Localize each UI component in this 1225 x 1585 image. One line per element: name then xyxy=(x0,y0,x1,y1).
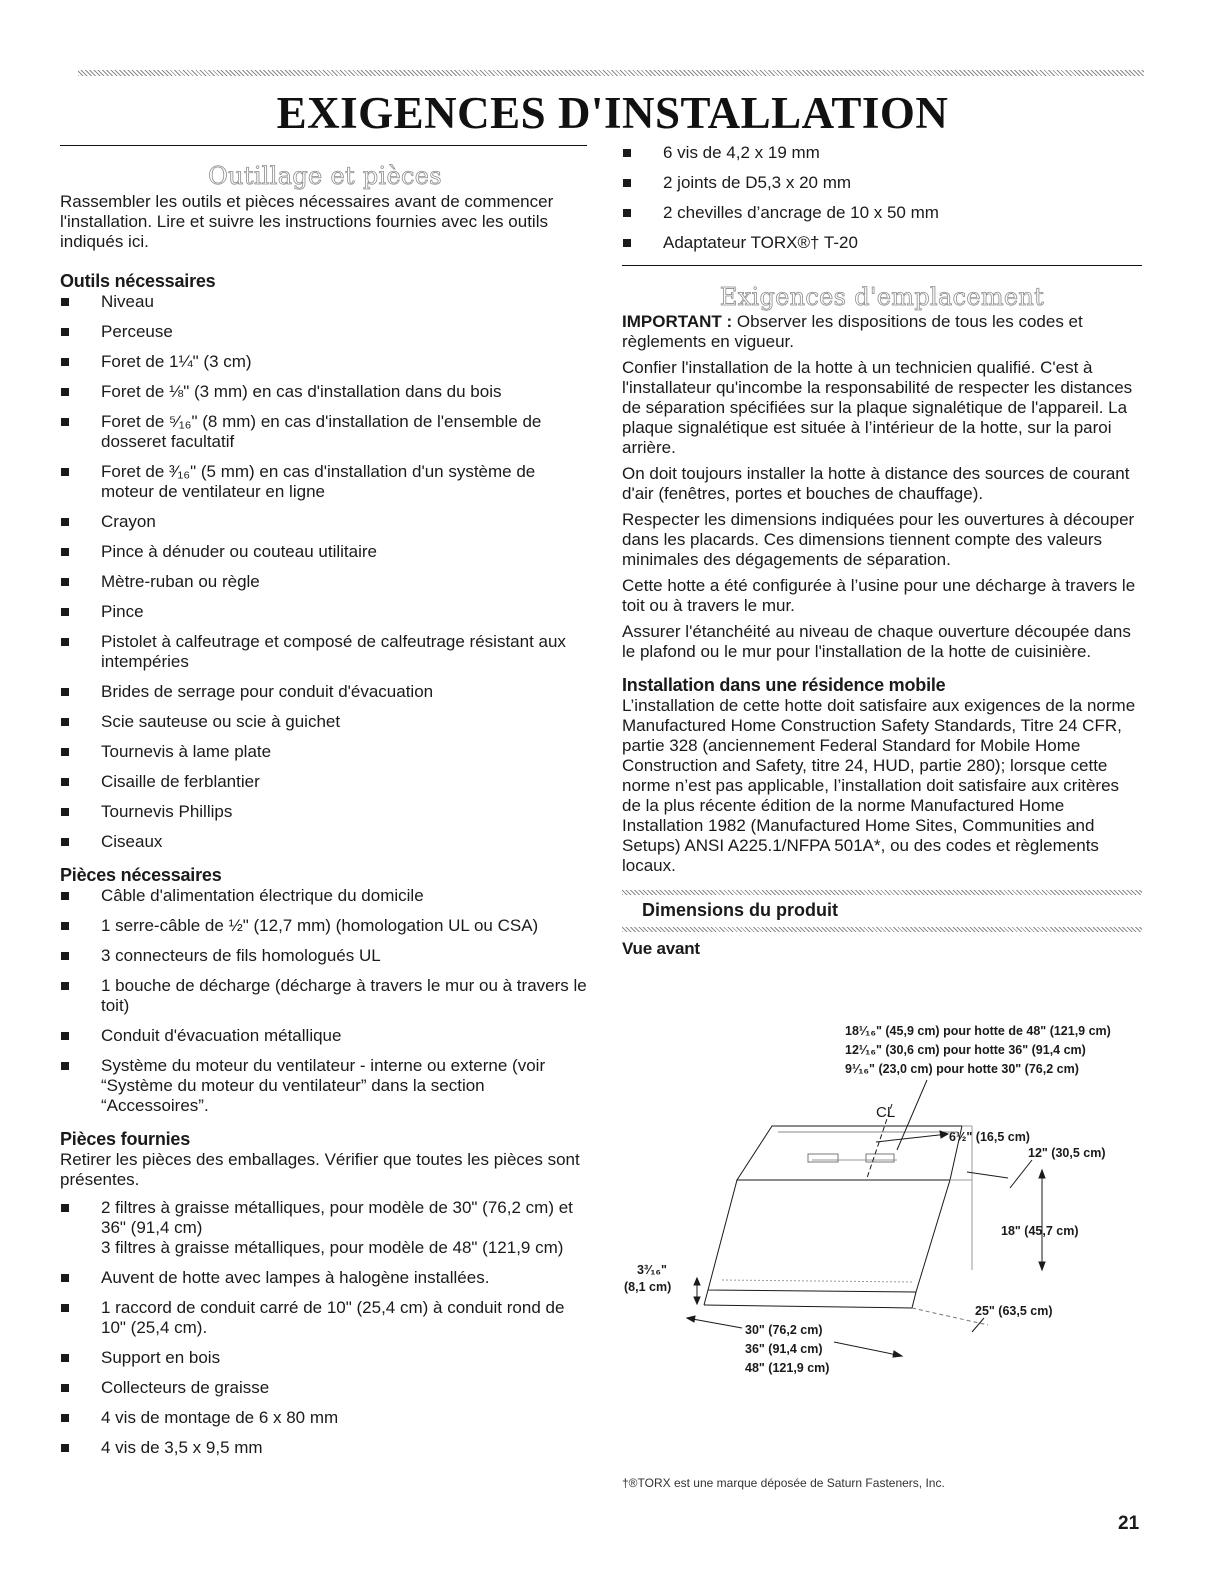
list-item-text: Pince xyxy=(101,602,144,621)
hood-front-view-diagram xyxy=(612,1020,1142,1460)
top-hatch-band xyxy=(78,70,1144,76)
mobile-home-heading: Installation dans une résidence mobile xyxy=(622,675,946,695)
dimensions-banner xyxy=(622,890,1142,932)
parts-supplied-list xyxy=(60,1198,590,1458)
mobile-home-text: L’installation de cette hotte doit satisfaire aux exigences de la norme Manufactured Home Construction Safety Standards, Titre 24 CFR, partie 328 (anciennement Federal Standard for Mobile Home Construction and Safety, titre 24, HUD, partie 280); lorsque cette norme n’est pas applicable, l’installation doit satisfaire aux critères de la plus récente édition de la norme Manufactured Home Installation 1982 (Manufactured Home Sites, Communities and Setups) ANSI A225.1/NFPA 501A*, ou des codes et règlements locaux. xyxy=(622,696,1136,875)
list-item xyxy=(60,886,590,906)
section-rule xyxy=(60,145,587,146)
label-duct-36: 12¹⁄₁₆" (30,6 cm) pour hotte 36" (91,4 cm) xyxy=(845,1043,1086,1057)
list-item xyxy=(60,512,590,532)
page-number: 21 xyxy=(1118,1513,1140,1534)
location-paragraph: Assurer l'étanchéité au niveau de chaque ouverture découpée dans le plafond ou le mur pour l'installation de la hotte de cuisinière. xyxy=(622,622,1131,661)
list-item-text: 6 vis de 4,2 x 19 mm xyxy=(663,143,820,162)
dimension-labels xyxy=(624,1024,1111,1375)
label-height: 18" (45,7 cm) xyxy=(1001,1224,1079,1238)
list-item xyxy=(60,742,590,762)
left-column xyxy=(60,145,590,1468)
list-item xyxy=(60,976,590,1016)
list-item xyxy=(60,322,590,342)
list-item xyxy=(622,173,1142,193)
list-item-text: Brides de serrage pour conduit d'évacuation xyxy=(101,682,434,701)
list-item-text: Mètre-ruban ou règle xyxy=(101,572,260,591)
list-item-text: Scie sauteuse ou scie à guichet xyxy=(101,712,341,731)
list-item-text: 1 serre-câble de ½" (12,7 mm) (homologation UL ou CSA) xyxy=(101,916,539,935)
label-front-height-b: (8,1 cm) xyxy=(624,1280,672,1294)
list-item-text: Tournevis Phillips xyxy=(101,802,233,821)
list-item-text: Niveau xyxy=(101,292,154,311)
list-item xyxy=(60,542,590,562)
list-item-text: Conduit d'évacuation métallique xyxy=(101,1026,342,1045)
list-item xyxy=(60,1198,590,1258)
parts-supplied-list-continued xyxy=(622,143,1142,253)
list-item xyxy=(60,1298,590,1338)
parts-needed-list xyxy=(60,886,590,1116)
location-paragraph: Cette hotte a été configurée à l’usine pour une décharge à travers le toit ou à travers le mur. xyxy=(622,576,1136,615)
dimensions-heading: Dimensions du produit xyxy=(642,900,838,920)
list-item-text: 3 connecteurs de fils homologués UL xyxy=(101,946,381,965)
list-item xyxy=(60,802,590,822)
tools-heading: Outils nécessaires xyxy=(60,271,216,291)
list-item-text: Ciseaux xyxy=(101,832,163,851)
list-item-text: Tournevis à lame plate xyxy=(101,742,272,761)
list-item xyxy=(60,382,590,402)
list-item xyxy=(60,682,590,702)
label-width-36: 36" (91,4 cm) xyxy=(745,1342,823,1356)
trademark-footnote: †®TORX est une marque déposée de Saturn Fasteners, Inc. xyxy=(622,1476,945,1490)
parts-supplied-heading: Pièces fournies xyxy=(60,1129,191,1149)
hood-outline xyxy=(704,1126,972,1308)
label-duct-depth: 6½" (16,5 cm) xyxy=(949,1130,1030,1144)
list-item-text: Foret de ⁵⁄₁₆" (8 mm) en cas d'installation de l'ensemble de dosseret facultatif xyxy=(101,412,542,451)
location-paragraphs xyxy=(622,358,1142,662)
list-item xyxy=(60,946,590,966)
front-view-heading: Vue avant xyxy=(622,939,700,958)
list-item-text: 2 filtres à graisse métalliques, pour modèle de 30" (76,2 cm) et 36" (91,4 cm) xyxy=(101,1198,573,1237)
page-title: EXIGENCES D'INSTALLATION xyxy=(276,88,949,138)
list-item-text: Collecteurs de graisse xyxy=(101,1378,270,1397)
list-item-text: Crayon xyxy=(101,512,156,531)
hood-top-panel xyxy=(737,1126,962,1180)
list-item xyxy=(60,292,590,312)
list-item-text: Foret de ⅛" (3 mm) en cas d'installation dans du bois xyxy=(101,382,502,401)
list-item xyxy=(60,712,590,732)
list-item xyxy=(60,572,590,592)
list-item-text: Support en bois xyxy=(101,1348,221,1367)
section-rule xyxy=(622,265,1142,266)
location-heading: Exigences d'emplacement xyxy=(719,283,1045,311)
important-text: Observer les dispositions de tous les codes et règlements en vigueur. xyxy=(622,312,1083,351)
list-item-text: 4 vis de montage de 6 x 80 mm xyxy=(101,1408,339,1427)
list-item xyxy=(622,203,1142,223)
list-item-text: Câble d'alimentation électrique du domicile xyxy=(101,886,424,905)
tools-parts-heading: Outillage et pièces xyxy=(208,162,442,190)
label-front-height-a: 3³⁄₁₆" xyxy=(637,1263,667,1277)
tools-list xyxy=(60,292,590,852)
list-item xyxy=(60,632,590,672)
list-item-text: Système du moteur du ventilateur - interne ou externe (voir “Système du moteur du ventilateur” dans la section “Accessoires”. xyxy=(101,1056,546,1115)
right-column xyxy=(622,143,1142,960)
important-note xyxy=(622,312,1142,352)
location-paragraph: On doit toujours installer la hotte à distance des sources de courant d'air (fenêtres, portes et bouches de chauffage). xyxy=(622,464,1130,503)
list-item xyxy=(622,233,1142,253)
list-item xyxy=(60,1378,590,1398)
list-item xyxy=(60,916,590,936)
list-item-text: Foret de 1¼" (3 cm) xyxy=(101,352,252,371)
list-item xyxy=(60,1348,590,1368)
list-item xyxy=(60,1026,590,1046)
location-paragraph: Confier l'installation de la hotte à un technicien qualifié. C'est à l'installateur qu'incombe la responsabilité de respecter les distances de séparation spécifiées sur la plaque signalétique de l'appareil. La plaque signalétique est située à l’intérieur de la hotte, sur la paroi arrière. xyxy=(622,358,1133,457)
list-item xyxy=(60,1056,590,1116)
list-item-text: 2 chevilles d’ancrage de 10 x 50 mm xyxy=(663,203,939,222)
list-item-text: Perceuse xyxy=(101,322,173,341)
list-item xyxy=(60,832,590,852)
list-item xyxy=(622,143,1142,163)
important-label: IMPORTANT : xyxy=(622,312,733,331)
parts-needed-heading: Pièces nécessaires xyxy=(60,865,222,885)
label-duct-48: 18¹⁄₁₆" (45,9 cm) pour hotte de 48" (121,9 cm) xyxy=(845,1024,1111,1038)
list-item xyxy=(60,1408,590,1428)
list-item xyxy=(60,1268,590,1288)
label-duct-30: 9¹⁄₁₆" (23,0 cm) pour hotte 30" (76,2 cm) xyxy=(845,1062,1079,1076)
hood-front-face xyxy=(708,1180,950,1292)
list-item-text: 4 vis de 3,5 x 9,5 mm xyxy=(101,1438,263,1457)
list-item xyxy=(60,462,590,502)
list-item-text: Auvent de hotte avec lampes à halogène installées. xyxy=(101,1268,490,1287)
list-item-text: Cisaille de ferblantier xyxy=(101,772,260,791)
label-centerline: CL xyxy=(876,1104,896,1121)
list-item xyxy=(60,772,590,792)
list-item-text: 1 bouche de décharge (décharge à travers le mur ou à travers le toit) xyxy=(101,976,587,1015)
list-item-text: Pistolet à calfeutrage et composé de calfeutrage résistant aux intempéries xyxy=(101,632,566,671)
label-width-30: 30" (76,2 cm) xyxy=(745,1323,823,1337)
list-item-subtext: 3 filtres à graisse métalliques, pour modèle de 48" (121,9 cm) xyxy=(101,1238,564,1257)
list-item-text: 2 joints de D5,3 x 20 mm xyxy=(663,173,852,192)
list-item xyxy=(60,602,590,622)
list-item xyxy=(60,412,590,452)
list-item-text: Pince à dénuder ou couteau utilitaire xyxy=(101,542,377,561)
list-item xyxy=(60,352,590,372)
parts-supplied-intro: Retirer les pièces des emballages. Vérifier que toutes les pièces sont présentes. xyxy=(60,1150,580,1189)
label-width-48: 48" (121,9 cm) xyxy=(745,1361,830,1375)
list-item-text: Foret de ³⁄₁₆" (5 mm) en cas d'installation d'un système de moteur de ventilateur en ligne xyxy=(101,462,536,501)
tools-parts-intro: Rassembler les outils et pièces nécessaires avant de commencer l'installation. Lire et suivre les instructions fournies avec les outils indiqués ici. xyxy=(60,192,554,251)
label-depth: 25" (63,5 cm) xyxy=(975,1304,1053,1318)
list-item-text: Adaptateur TORX®† T-20 xyxy=(663,233,858,252)
label-top-depth: 12" (30,5 cm) xyxy=(1028,1146,1106,1160)
location-paragraph: Respecter les dimensions indiquées pour les ouvertures à découper dans les placards. Ces dimensions tiennent compte des valeurs minimales des dégagements de séparation. xyxy=(622,510,1135,569)
list-item xyxy=(60,1438,590,1458)
list-item-text: 1 raccord de conduit carré de 10" (25,4 cm) à conduit rond de 10" (25,4 cm). xyxy=(101,1298,565,1337)
